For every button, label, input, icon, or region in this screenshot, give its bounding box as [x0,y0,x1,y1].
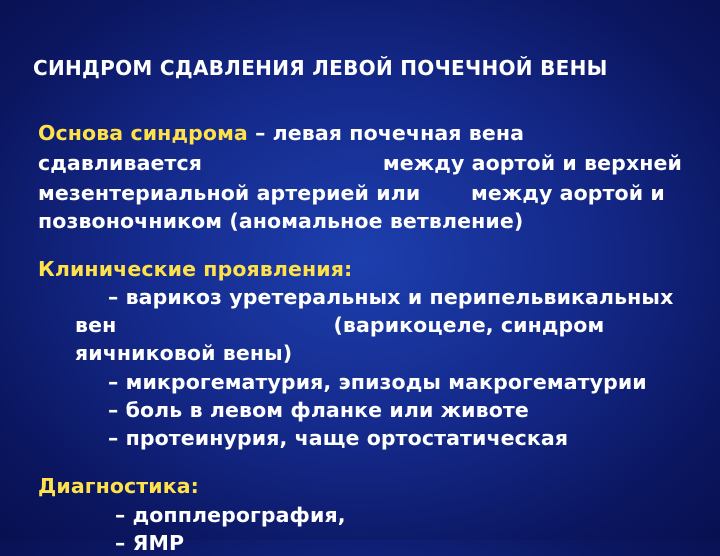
diagnostics-item: – допплерография, [115,503,346,527]
clinical-item: яичниковой вены) [75,341,293,365]
clinical-item: – боль в левом фланке или животе [108,398,529,422]
clinical-heading: Клинические проявления: [38,257,353,281]
diagnostics-heading: Диагностика: [38,474,199,498]
basis-line-3: мезентериальной артерией или между аортой и [38,181,665,205]
clinical-item: вен (варикоцеле, синдром [75,313,605,337]
slide-title: СИНДРОМ СДАВЛЕНИЯ ЛЕВОЙ ПОЧЕЧНОЙ ВЕНЫ [33,56,608,80]
basis-line-2: сдавливается между аортой и верхней [38,151,683,175]
basis-line-1 [38,120,524,146]
basis-line-4: позвоночником (аномальное ветвление) [38,209,524,233]
basis-heading: Основа синдрома [38,121,248,145]
diagnostics-item: – ЯМР [115,531,185,555]
clinical-item: – микрогематурия, эпизоды макрогематурии [108,370,647,394]
basis-text: – левая почечная вена [247,121,525,145]
clinical-item: – протеинурия, чаще ортостатическая [108,426,569,450]
clinical-item: – варикоз уретеральных и перипельвикальных [108,285,674,309]
